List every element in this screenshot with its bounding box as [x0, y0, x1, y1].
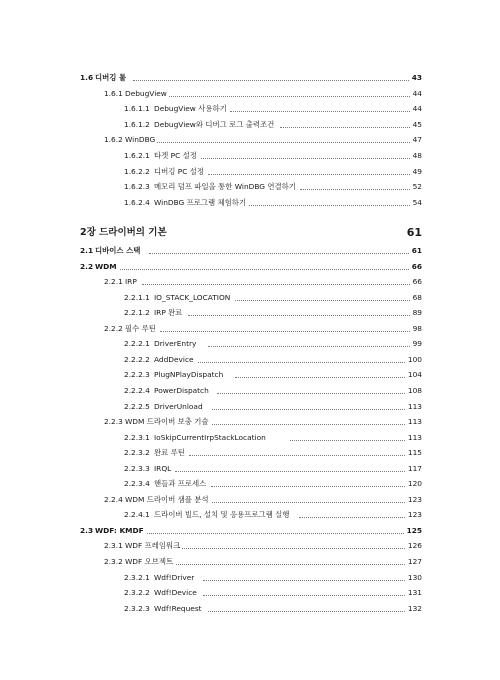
toc-leader-dots: [188, 315, 410, 316]
toc-entry-title: WDM: [95, 260, 119, 274]
toc-entry-number: 1.6.1.1: [124, 104, 150, 114]
toc-entry-title: DebugView: [125, 87, 169, 101]
toc-entry-number: 2.2.2.4: [124, 385, 150, 395]
toc-entry-title: IoSkipCurrentIrpStackLocation: [154, 431, 268, 445]
toc-entry-number: 2.2.2.3: [124, 370, 150, 380]
toc-entry-number: 2.2.3.4: [124, 479, 150, 489]
toc-leader-dots: [249, 205, 410, 206]
toc-entry: [0, 368, 500, 382]
toc-entry-title: Wdf!Request: [154, 602, 204, 616]
toc-leader-dots: [142, 284, 410, 285]
toc-entry-page: 123: [406, 493, 422, 507]
toc-entry: [0, 400, 500, 414]
toc-entry-page: 66: [410, 260, 422, 274]
toc-entry-page: 47: [411, 133, 422, 147]
toc-entry-page: 48: [411, 149, 422, 163]
toc-leader-dots: [280, 127, 410, 128]
toc-entry-page: 117: [406, 462, 422, 476]
toc-entry-page: 52: [411, 180, 422, 194]
toc-leader-dots: [208, 174, 410, 175]
toc-entry: [0, 275, 500, 289]
toc-entry-number: 1.6.2: [104, 135, 123, 145]
toc-leader-dots: [230, 111, 409, 112]
toc-entry: [0, 353, 500, 367]
toc-entry-number: 2.2.4.1: [124, 510, 150, 520]
toc-entry-number: 1.6.2.1: [124, 151, 150, 160]
toc-entry: [0, 196, 500, 210]
toc-entry-page: 89: [411, 306, 422, 320]
toc-entry: [0, 260, 500, 274]
toc-leader-dots: [160, 331, 410, 332]
toc-entry-title: IO_STACK_LOCATION: [154, 291, 232, 305]
toc-entry-number: 2.3: [80, 525, 94, 535]
toc-entry-page: 120: [406, 477, 422, 491]
toc-entry-page: 99: [411, 337, 422, 351]
toc-entry-title: 드라이버 빌드, 설치 및 응용프로그램 실행: [154, 508, 291, 522]
toc-leader-dots: [208, 424, 405, 425]
toc-entry-number: 2.2.2.5: [124, 401, 150, 411]
toc-entry: [0, 244, 500, 258]
toc-entry-number: 1.6: [80, 73, 94, 82]
toc-entry-page: 98: [411, 322, 422, 336]
toc-entry-title: WinDBG: [125, 133, 157, 147]
toc-leader-dots: [212, 409, 405, 410]
toc-entry-number: 2.2.2.2: [124, 354, 150, 364]
toc-entry-page: 113: [406, 431, 422, 445]
toc-leader-dots: [208, 611, 406, 612]
toc-entry-title: DriverUnload: [154, 400, 205, 414]
toc-entry-page: 45: [411, 118, 422, 132]
toc-entry-number: 2.2.1.1: [124, 292, 150, 302]
toc-entry: [0, 384, 500, 398]
toc-entry: [0, 71, 500, 85]
toc-leader-dots: [299, 517, 405, 518]
toc-entry: [0, 165, 500, 179]
toc-entry-number: 2.3.2.1: [124, 572, 150, 582]
toc-entry-page: 104: [406, 368, 422, 382]
toc-entry-title: DebugView 사용하기: [154, 102, 229, 116]
toc-entry-page: 44: [411, 87, 422, 101]
toc-entry: [0, 477, 500, 491]
toc-entry-page: 49: [411, 165, 422, 179]
toc-entry-page: 115: [406, 446, 422, 460]
toc-entry: [0, 602, 500, 616]
toc-entry: [0, 431, 500, 445]
toc-entry-title: WDF 프레임워크: [125, 539, 182, 553]
toc-entry-page: 108: [406, 384, 422, 398]
toc-leader-dots: [113, 269, 409, 270]
toc-entry-page: 126: [406, 539, 422, 553]
toc-entry-number: 2.2.3: [104, 417, 123, 427]
toc-entry-page: 43: [410, 71, 422, 85]
toc-entry-number: 2.2.3.3: [124, 463, 150, 473]
toc-leader-dots: [203, 595, 405, 596]
toc-leader-dots: [235, 377, 405, 378]
toc-entry-title: 완료 루틴: [154, 446, 187, 460]
toc-entry-page: 100: [406, 353, 422, 367]
toc-entry: [0, 586, 500, 600]
toc-leader-dots: [189, 455, 405, 456]
toc-entry-title: WDF: KMDF: [95, 524, 146, 538]
toc-entry-number: 1.6.1: [104, 88, 123, 98]
toc-entry-page: 123: [406, 508, 422, 522]
toc-entry: [0, 87, 500, 101]
toc-entry-title: 메모리 덤프 파일을 통한 WinDBG 연결하기: [154, 180, 298, 194]
toc-entry-page: 44: [411, 102, 422, 116]
toc-entry-title: DebugView와 디버그 로그 출력조건: [154, 118, 276, 132]
toc-entry: [0, 337, 500, 351]
toc-entry-number: 1.6.2.3: [124, 182, 150, 192]
toc-leader-dots: [290, 440, 405, 441]
toc-entry-title: 디바이스 스택: [95, 244, 142, 258]
chapter-page-number: 61: [406, 226, 422, 239]
toc-entry: [0, 539, 500, 553]
toc-leader-dots: [175, 471, 405, 472]
toc-entry: [0, 133, 500, 147]
toc-leader-dots: [198, 362, 405, 363]
chapter-title: 2장 드라이버의 기본: [80, 227, 167, 238]
toc-entry-number: 2.2.3.2: [124, 448, 150, 458]
toc-entry: [0, 102, 500, 116]
toc-entry-title: WDF 오브젝트: [125, 555, 175, 569]
chapter-heading: [0, 224, 500, 242]
toc-entry-title: 디버깅 툴: [95, 71, 128, 85]
toc-entry-page: 125: [405, 524, 422, 538]
toc-leader-dots: [149, 253, 410, 254]
toc-entry-title: PowerDispatch: [154, 384, 211, 398]
toc-entry: [0, 571, 500, 585]
toc-entry-number: 2.2.2.1: [124, 339, 150, 349]
toc-entry-number: 2.3.2: [104, 557, 123, 566]
toc-entry-title: DriverEntry: [154, 337, 198, 351]
toc-entry-page: 131: [406, 586, 422, 600]
toc-entry-page: 132: [406, 602, 422, 616]
toc-entry: [0, 322, 500, 336]
toc-leader-dots: [235, 300, 410, 301]
toc-entry-title: 타겟 PC 설정: [154, 149, 199, 163]
toc-entry: [0, 462, 500, 476]
toc-leader-dots: [140, 533, 404, 534]
toc-entry-title: 필수 루틴: [125, 322, 158, 336]
toc-leader-dots: [208, 346, 410, 347]
toc-entry: [0, 508, 500, 522]
toc-entry-number: 2.2: [80, 261, 94, 271]
toc-entry-title: IRP: [125, 275, 139, 289]
toc-entry-title: WinDBG 프로그램 체험하기: [154, 196, 248, 210]
toc-entry-title: Wdf!Device: [154, 586, 199, 600]
toc-entry-number: 1.6.1.2: [124, 119, 150, 129]
toc-leader-dots: [181, 548, 405, 549]
toc-entry-page: 113: [406, 415, 422, 429]
toc-entry-number: 1.6.2.2: [124, 166, 150, 176]
toc-leader-dots: [203, 580, 405, 581]
toc-leader-dots: [211, 486, 405, 487]
toc-entry-number: 2.2.3.1: [124, 432, 150, 442]
toc-entry: [0, 306, 500, 320]
toc-leader-dots: [208, 502, 405, 503]
toc-leader-dots: [174, 564, 405, 565]
toc-entry-title: IRQL: [154, 462, 173, 476]
toc-entry-number: 1.6.2.4: [124, 197, 150, 207]
toc-leader-dots: [300, 189, 410, 190]
toc-leader-dots: [201, 158, 410, 159]
toc-entry-page: 54: [411, 196, 422, 210]
toc-entry: [0, 446, 500, 460]
toc-leader-dots: [156, 142, 410, 143]
toc-entry: [0, 415, 500, 429]
toc-entry-number: 2.1: [80, 246, 94, 255]
toc-entry: [0, 149, 500, 163]
toc-leader-dots: [133, 80, 410, 81]
toc-entry-number: 2.3.2.2: [124, 588, 150, 598]
toc-entry-page: 113: [406, 400, 422, 414]
toc-entry: [0, 118, 500, 132]
toc-entry-page: 68: [411, 291, 422, 305]
toc-entry-number: 2.2.4: [104, 494, 123, 504]
toc-entry-page: 127: [406, 555, 422, 569]
toc-entry-number: 2.2.1.2: [124, 308, 150, 318]
toc-entry-page: 61: [410, 244, 422, 258]
toc-entry-page: 130: [406, 571, 422, 585]
toc-entry-number: 2.2.2: [104, 323, 123, 333]
toc-leader-dots: [169, 96, 409, 97]
toc-entry-title: WDM 드라이버 샘플 분석: [125, 493, 211, 507]
toc-entry-title: 디버깅 PC 설정: [154, 165, 206, 179]
toc-entry-title: IRP 완료: [154, 306, 184, 320]
toc-entry-title: WDM 드라이버 보충 기술: [125, 415, 211, 429]
toc-entry: [0, 524, 500, 538]
toc-entry: [0, 291, 500, 305]
toc-entry-number: 2.3.2.3: [124, 603, 150, 613]
toc-entry-title: AddDevice: [154, 353, 196, 367]
toc-entry-title: 핸들과 프로세스: [154, 477, 208, 491]
toc-leader-dots: [217, 393, 405, 394]
toc-entry-number: 2.2.1: [104, 277, 123, 287]
toc-entry-page: 66: [411, 275, 422, 289]
toc-entry-number: 2.3.1: [104, 541, 123, 551]
toc-entry: [0, 180, 500, 194]
toc-entry: [0, 555, 500, 569]
toc-entry: [0, 493, 500, 507]
toc-entry-title: Wdf!Driver: [154, 571, 196, 585]
toc-entry-title: PlugNPlayDispatch: [154, 368, 225, 382]
